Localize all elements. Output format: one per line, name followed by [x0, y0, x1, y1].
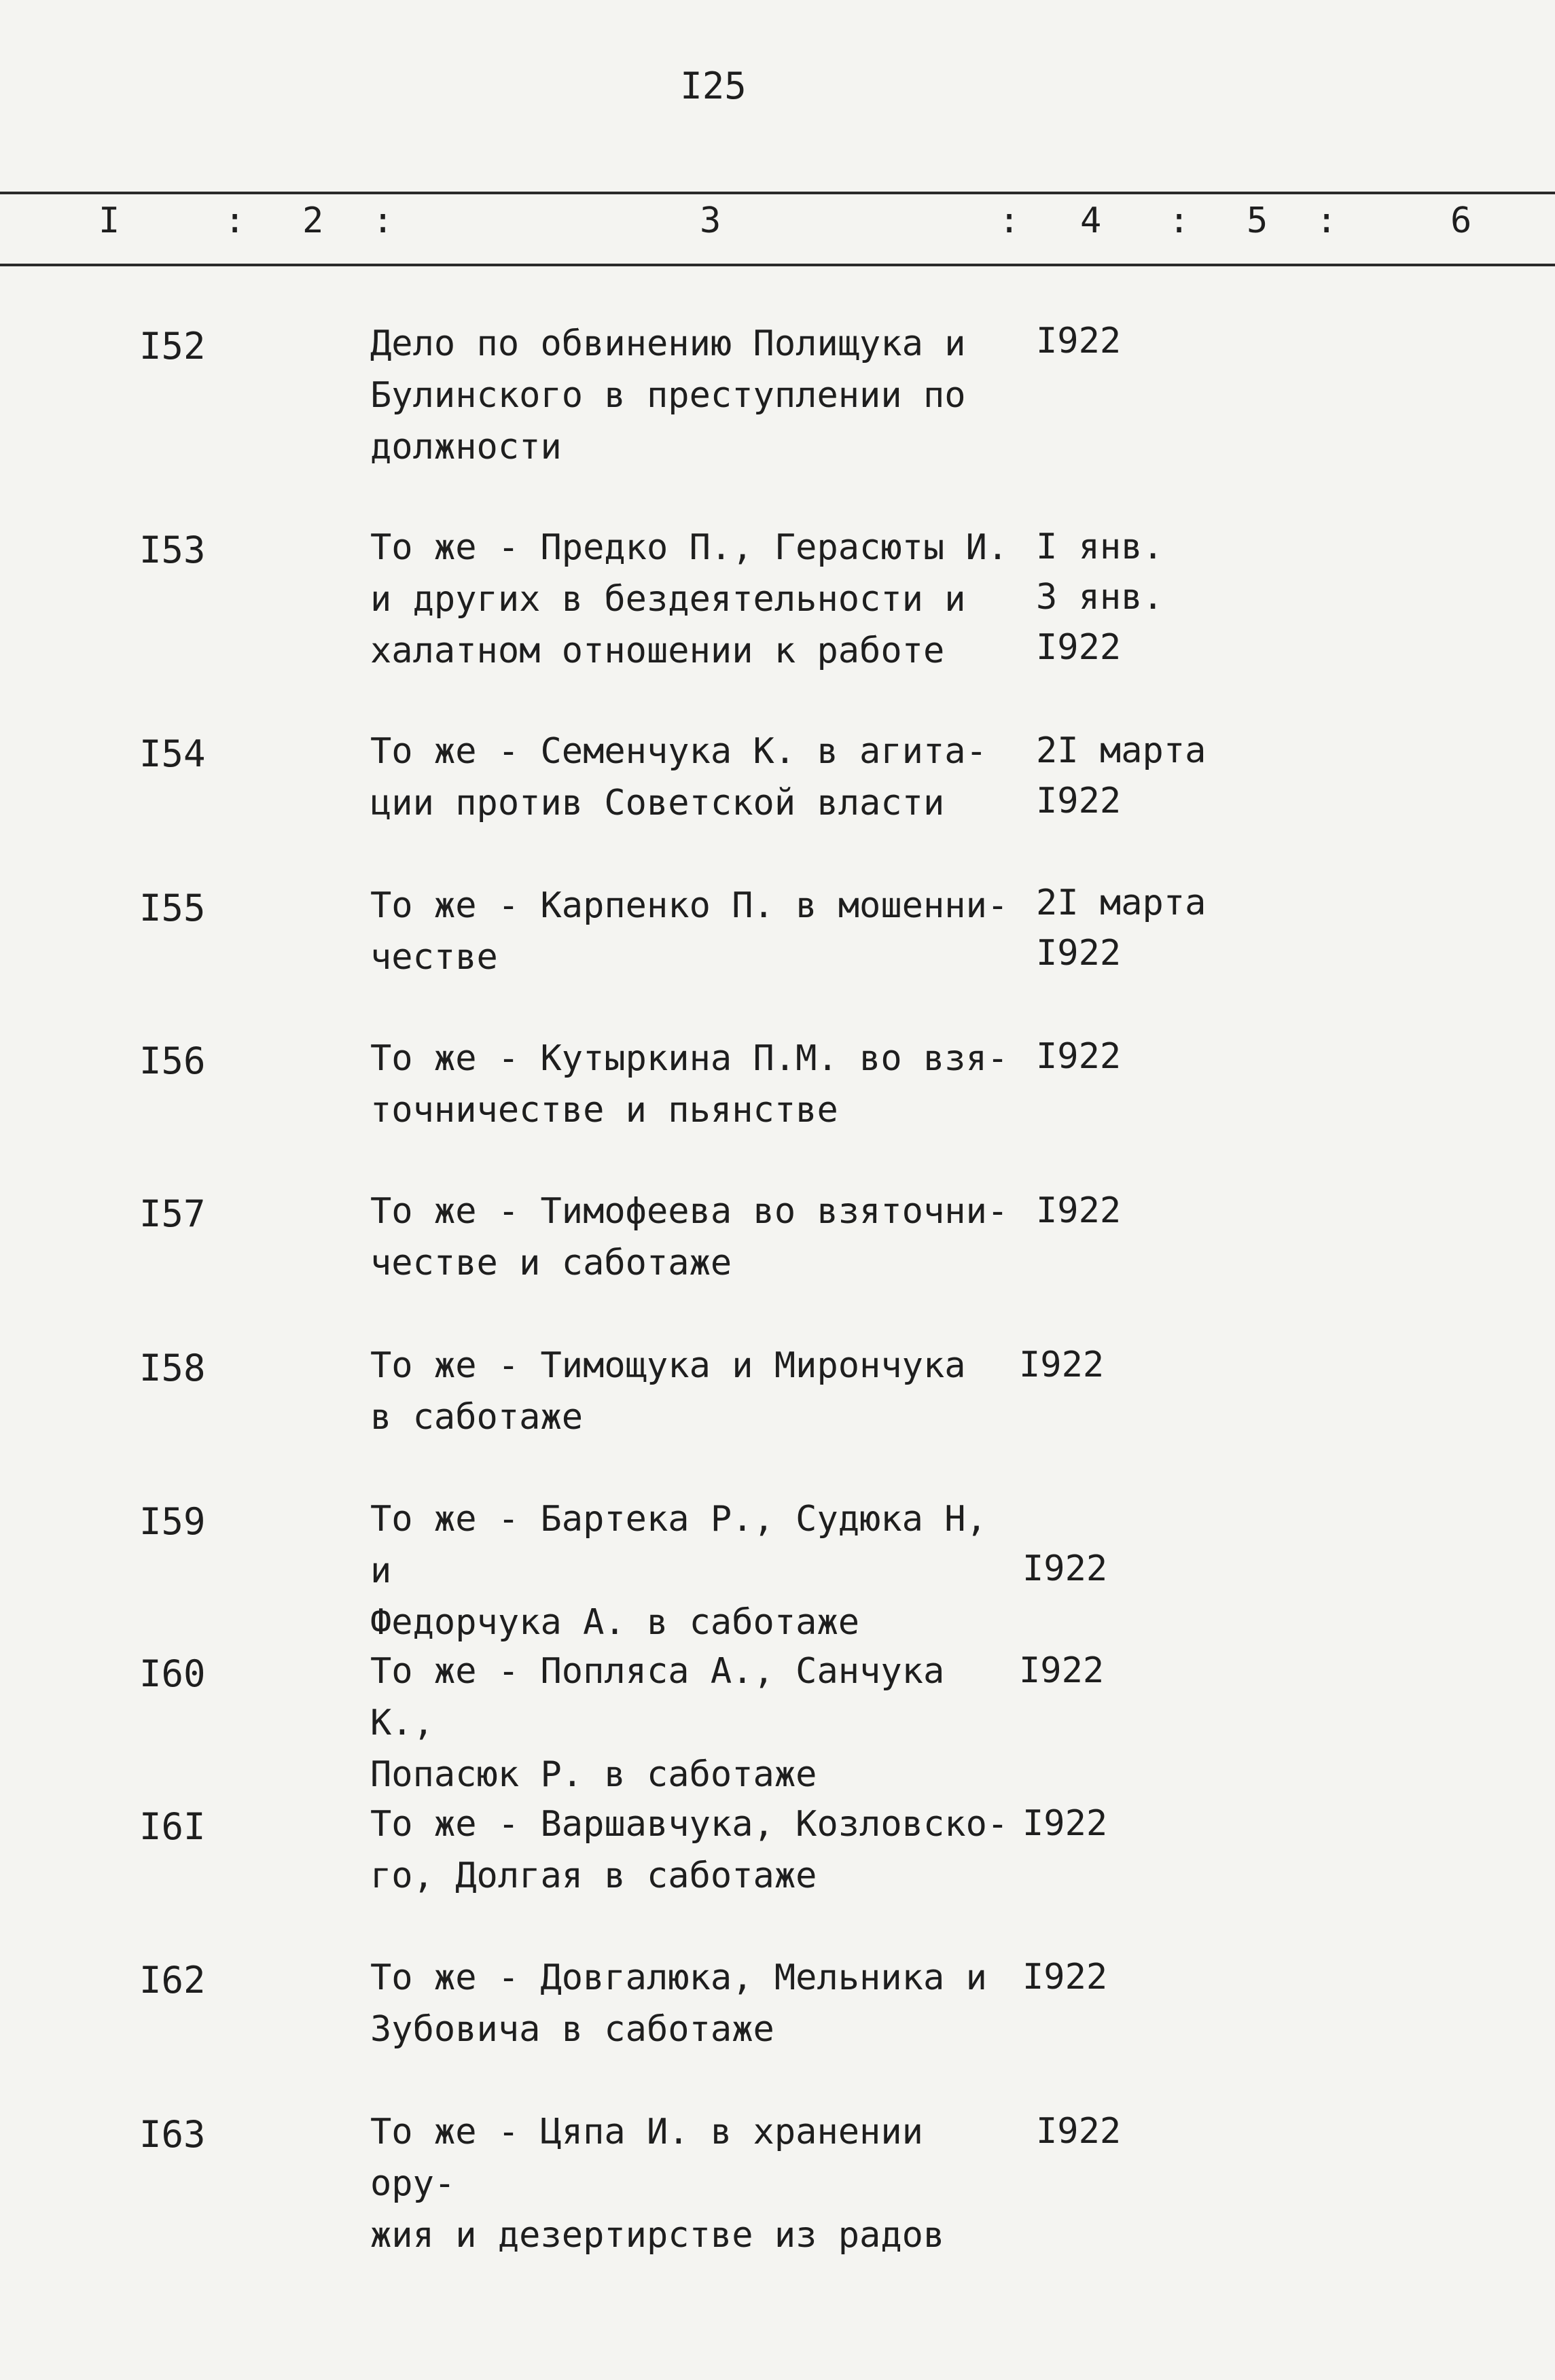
row-description: То же - Довгалюка, Мельника и Зубовича в саботаже [370, 1957, 987, 2050]
row-date: I922 [1022, 1957, 1108, 1997]
row-number: I56 [139, 1040, 206, 1082]
row-number: I53 [139, 529, 206, 571]
row-description: То же - Попляса А., Санчука К., Попасюк Р. в саботаже [370, 1651, 945, 1795]
row-number: I59 [139, 1500, 206, 1543]
header-rule-bottom [0, 264, 1555, 266]
row-date: 2I марта I922 [1036, 883, 1207, 974]
row-date: I922 [1019, 1650, 1105, 1691]
row-date: I922 [1036, 1190, 1122, 1231]
row-number: I55 [139, 887, 206, 929]
row-number: I54 [139, 732, 206, 775]
column-header-6: 6 [1450, 200, 1472, 241]
row-number: I57 [139, 1192, 206, 1235]
row-number: I6I [139, 1805, 206, 1848]
row-date: I922 [1019, 1345, 1105, 1385]
column-header-3: 3 [700, 200, 721, 241]
column-separator: : [372, 200, 394, 241]
column-header-4: 4 [1080, 200, 1102, 241]
row-date: I922 [1022, 1548, 1108, 1589]
row-number: I58 [139, 1347, 206, 1389]
column-separator: : [224, 200, 246, 241]
row-number: I52 [139, 325, 206, 368]
row-date: I922 [1036, 2111, 1122, 2152]
row-description: То же - Кутыркина П.М. во взя- точничестве и пьянстве [370, 1038, 1009, 1131]
row-description: То же - Варшавчука, Козловско- го, Долгая в саботаже [370, 1804, 1009, 1896]
row-description: Дело по обвинению Полищука и Булинского в преступлении по должности [370, 323, 966, 467]
row-description: То же - Семенчука К. в агита- ции против Советской власти [370, 731, 987, 823]
column-separator: : [1168, 200, 1190, 241]
row-description: То же - Предко П., Герасюты И. и других в бездеятельности и халатном отношении к работе [370, 527, 1009, 671]
row-date: 2I марта I922 [1036, 730, 1207, 821]
row-date: I922 [1022, 1803, 1108, 1844]
row-number: I62 [139, 1959, 206, 2002]
column-header-2: 2 [302, 200, 324, 241]
page-number: I25 [680, 65, 747, 107]
row-description: То же - Бартека Р., Судюка Н, и Федорчука А. в саботаже [370, 1499, 987, 1643]
column-header-5: 5 [1247, 200, 1268, 241]
column-header-1: I [99, 200, 120, 241]
row-description: То же - Тимофеева во взяточни- честве и саботаже [370, 1191, 1009, 1283]
row-number: I60 [139, 1652, 206, 1695]
row-date: I янв. 3 янв. I922 [1036, 527, 1164, 668]
row-description: То же - Тимощука и Мирончука в саботаже [370, 1345, 966, 1438]
row-description: То же - Цяпа И. в хранении ору- жия и дезертирстве из радов [370, 2112, 945, 2256]
row-number: I63 [139, 2113, 206, 2156]
column-separator: : [1316, 200, 1338, 241]
row-description: То же - Карпенко П. в мошенни- честве [370, 885, 1009, 978]
row-date: I922 [1036, 1036, 1122, 1077]
header-rule-top [0, 192, 1555, 194]
row-date: I922 [1036, 321, 1122, 361]
column-separator: : [999, 200, 1020, 241]
